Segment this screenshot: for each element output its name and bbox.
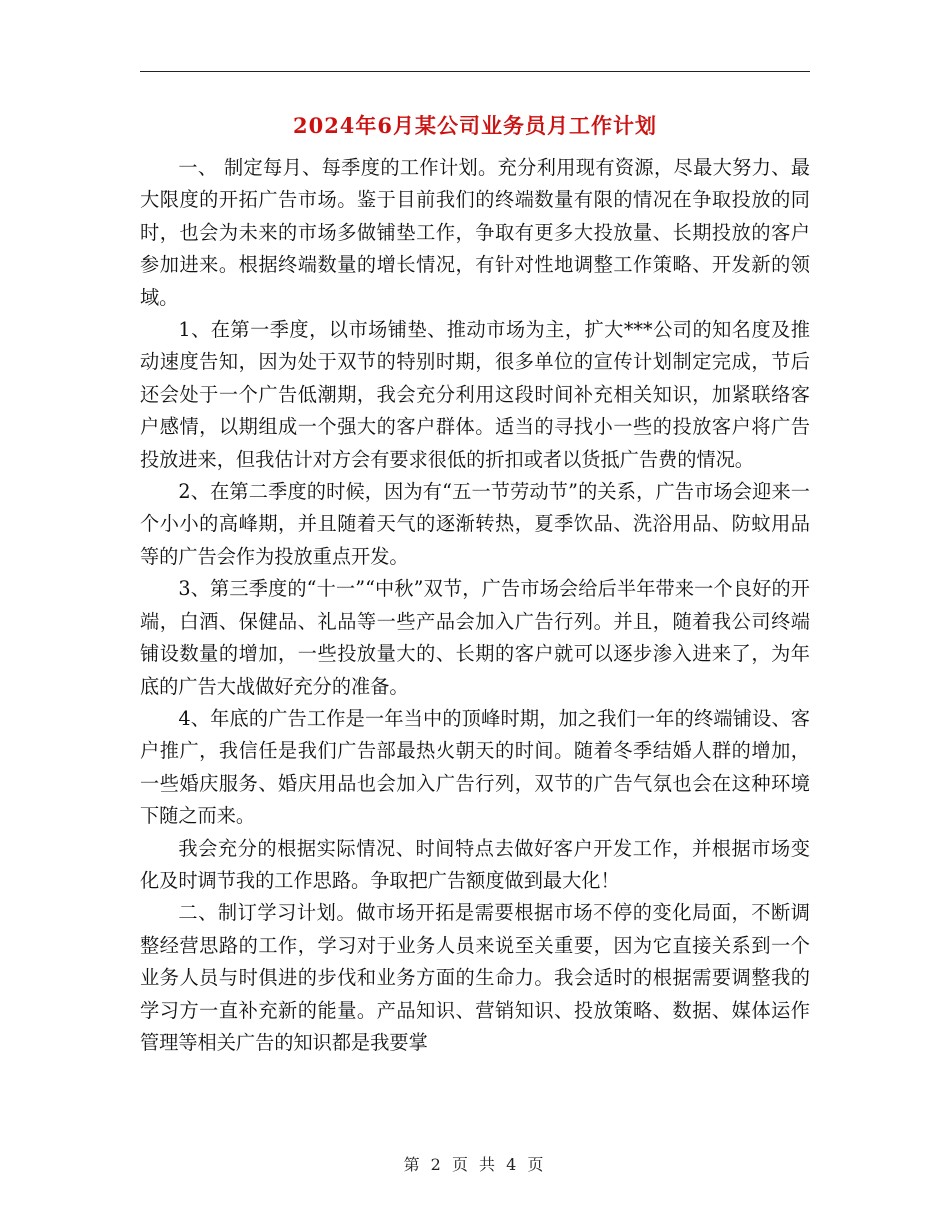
header-rule [140, 71, 810, 72]
paragraph-3: 2、在第二季度的时候，因为有“五一节劳动节”的关系，广告市场会迎来一个小小的高峰期，并且随着天气的逐渐转热，夏季饮品、洗浴用品、防蚊用品等的广告会作为投放重点开发。 [140, 480, 810, 568]
paragraph-4: 3、第三季度的“十一”“中秋”双节，广告市场会给后半年带来一个良好的开端，白酒、保健品、礼品等一些产品会加入广告行列。并且，随着我公司终端铺设数量的增加，一些投放量大的、长期的客户就可以逐步渗入进来了，为年底的广告大战做好充分的准备。 [140, 577, 810, 698]
document-title: 2024年6月某公司业务员月工作计划 [292, 113, 658, 138]
paragraph-2: 1、在第一季度，以市场铺垫、推动市场为主，扩大***公司的知名度及推动速度告知，因为处于双节的特别时期，很多单位的宣传计划制定完成，节后还会处于一个广告低潮期，我会充分利用这段时间补充相关知识，加紧联络客户感情，以期组成一个强大的客户群体。适当的寻找小一些的投放客户将广告投放进来，但我估计对方会有要求很低的折扣或者以货抵广告费的情况。 [140, 318, 810, 471]
page-number: 第 2 页 共 4 页 [403, 1155, 547, 1174]
paragraph-6: 我会充分的根据实际情况、时间特点去做好客户开发工作，并根据市场变化及时调节我的工作思路。争取把广告额度做到最大化！ [140, 836, 810, 892]
paragraph-7: 二、制订学习计划。做市场开拓是需要根据市场不停的变化局面，不断调整经营思路的工作，学习对于业务人员来说至关重要，因为它直接关系到一个业务人员与时俱进的步伐和业务方面的生命力。我会适时的根据需要调整我的学习方一直补充新的能量。产品知识、营销知识、投放策略、数据、媒体运作管理等相关广告的知识都是我要掌 [140, 901, 810, 1054]
document-body [140, 152, 810, 1059]
paragraph-5: 4、年底的广告工作是一年当中的顶峰时期，加之我们一年的终端铺设、客户推广，我信任是我们广告部最热火朝天的时间。随着冬季结婚人群的增加，一些婚庆服务、婚庆用品也会加入广告行列，双节的广告气氛也会在这种环境下随之而来。 [140, 706, 810, 828]
paragraph-1: 一、 制定每月、每季度的工作计划。充分利用现有资源，尽最大努力、最大限度的开拓广告市场。鉴于目前我们的终端数量有限的情况在争取投放的同时，也会为未来的市场多做铺垫工作，争取有更多大投放量、长期投放的客户参加进来。根据终端数量的增长情况，有针对性地调整工作策略、开发新的领域。 [140, 156, 810, 309]
